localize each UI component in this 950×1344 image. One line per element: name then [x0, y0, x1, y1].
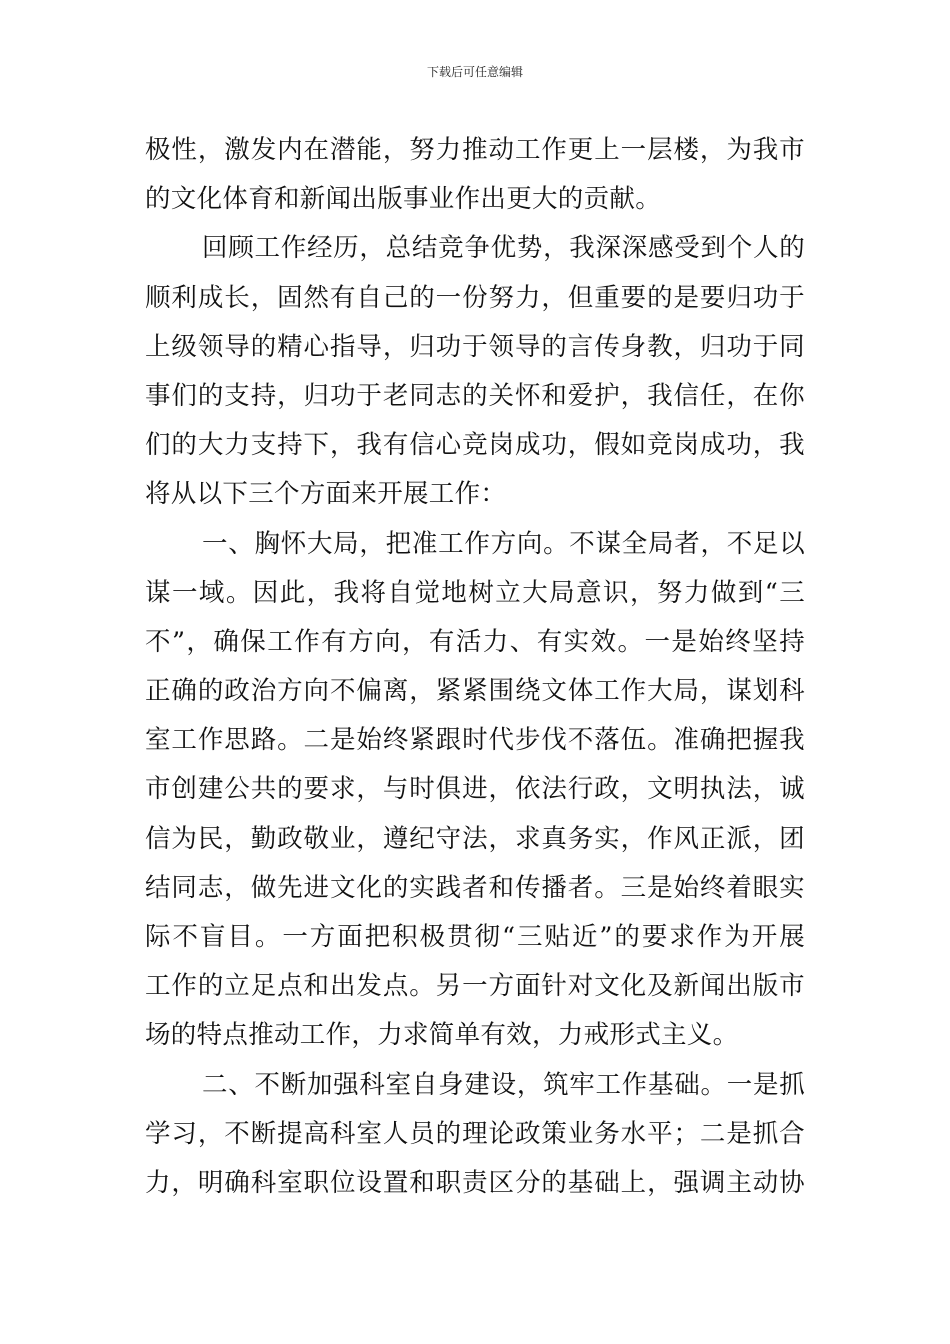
text-line: 正确的政治方向不偏离，紧紧围绕文体工作大局，谋划科 — [145, 676, 805, 707]
text-line: 将从以下三个方面来开展工作： — [145, 479, 507, 510]
text-line: 场的特点推动工作，力求简单有效，力戒形式主义。 — [145, 1020, 739, 1051]
text-line: 事们的支持，归功于老同志的关怀和爱护，我信任，在你 — [145, 380, 805, 411]
text-line: 们的大力支持下，我有信心竞岗成功，假如竞岗成功，我 — [145, 430, 805, 461]
document-body — [145, 126, 805, 1208]
text-line: 室工作思路。二是始终紧跟时代步伐不落伍。准确把握我 — [145, 725, 805, 756]
text-line: 学习，不断提高科室人员的理论政策业务水平；二是抓合 — [145, 1118, 805, 1149]
page-header-note: 下载后可任意编辑 — [426, 65, 523, 79]
text-line: 的文化体育和新闻出版事业作出更大的贡献。 — [145, 184, 662, 215]
text-line: 工作的立足点和出发点。另一方面针对文化及新闻出版市 — [145, 971, 805, 1002]
text-line: 市创建公共的要求，与时俱进，依法行政，文明执法，诚 — [145, 774, 805, 805]
text-line: 上级领导的精心指导，归功于领导的言传身教，归功于同 — [145, 331, 805, 362]
text-line: 不”，确保工作有方向，有活力、有实效。一是始终坚持 — [145, 626, 805, 657]
text-line: 回顾工作经历，总结竞争优势，我深深感受到个人的 — [202, 233, 805, 264]
text-line: 一、胸怀大局，把准工作方向。不谋全局者，不足以 — [202, 528, 805, 559]
text-line: 顺利成长，固然有自己的一份努力，但重要的是要归功于 — [145, 282, 805, 313]
text-line: 际不盲目。一方面把积极贯彻“三贴近”的要求作为开展 — [145, 922, 805, 952]
text-line: 极性，激发内在潜能，努力推动工作更上一层楼，为我市 — [145, 135, 805, 165]
text-line: 谋一域。因此，我将自觉地树立大局意识，努力做到“三 — [145, 577, 805, 608]
text-line: 信为民，勤政敬业，遵纪守法，求真务实，作风正派，团 — [145, 823, 805, 854]
text-line: 力，明确科室职位设置和职责区分的基础上，强调主动协 — [145, 1167, 805, 1198]
text-line: 二、不断加强科室自身建设，筑牢工作基础。一是抓 — [202, 1069, 805, 1100]
text-line: 结同志，做先进文化的实践者和传播者。三是始终着眼实 — [145, 872, 805, 903]
